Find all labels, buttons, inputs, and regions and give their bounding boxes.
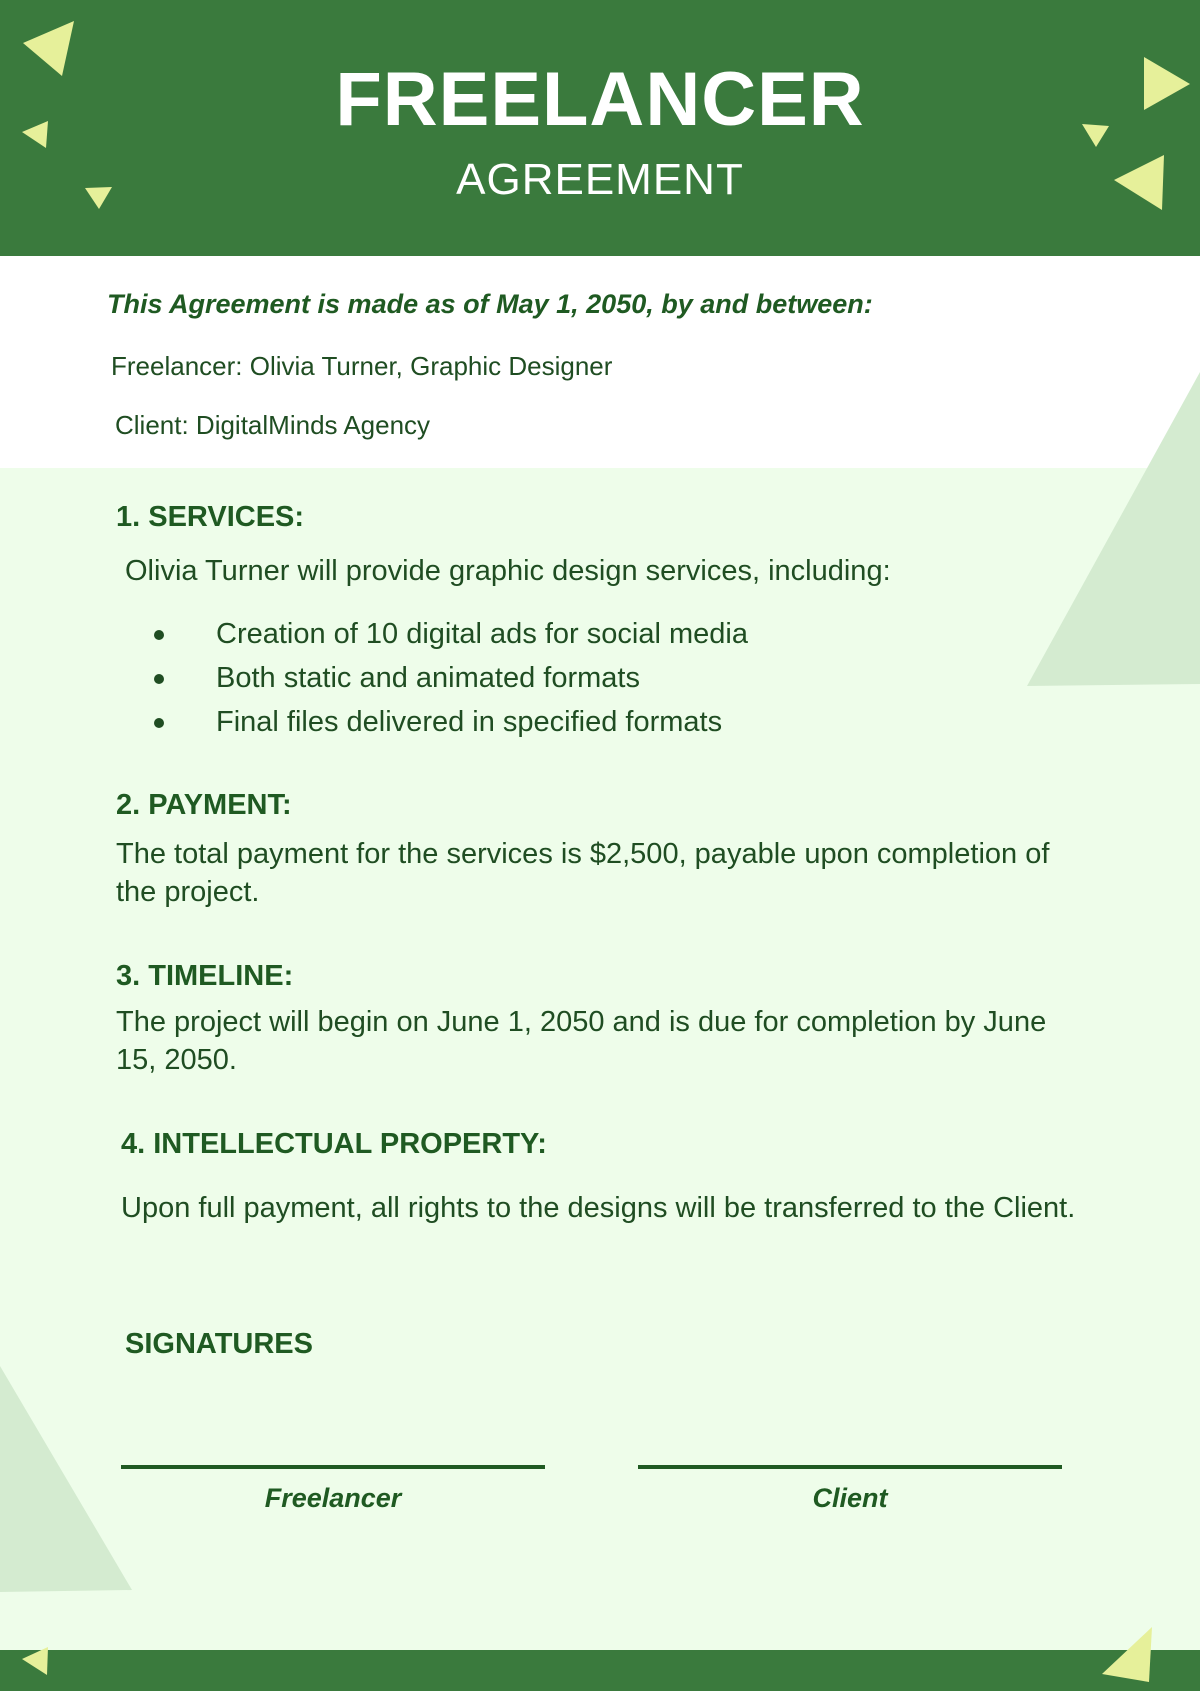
agreement-statement: This Agreement is made as of May 1, 2050, by and between: <box>107 289 873 319</box>
client-signature-label: Client <box>812 1483 888 1513</box>
list-item: Both static and animated formats <box>140 656 748 700</box>
pale-triangle-right <box>1027 372 1200 686</box>
document-title: FREELANCER <box>335 57 865 142</box>
signatures-heading: SIGNATURES <box>125 1328 313 1360</box>
bullet-icon <box>154 718 164 728</box>
client-signature-line <box>638 1465 1062 1469</box>
yellow-triangle-7 <box>22 1647 48 1675</box>
freelancer-signature-line <box>121 1465 545 1469</box>
payment-heading: 2. PAYMENT: <box>116 789 292 821</box>
ip-text: Upon full payment, all rights to the designs will be transferred to the Client. <box>121 1192 1076 1224</box>
bullet-icon <box>154 630 164 640</box>
list-item: Final files delivered in specified formats <box>140 700 748 744</box>
freelancer-signature-label: Freelancer <box>264 1483 402 1513</box>
services-list <box>140 612 748 744</box>
services-text: Olivia Turner will provide graphic design services, including: <box>125 555 891 587</box>
yellow-triangle-8 <box>1102 1627 1152 1682</box>
freelancer-party: Freelancer: Olivia Turner, Graphic Designer <box>111 351 613 381</box>
document-subtitle: AGREEMENT <box>456 155 744 204</box>
timeline-heading: 3. TIMELINE: <box>116 960 294 992</box>
services-heading: 1. SERVICES: <box>116 501 305 533</box>
timeline-text: The project will begin on June 1, 2050 and is due for completion by June 15, 2050. <box>116 1006 1047 1076</box>
client-party: Client: DigitalMinds Agency <box>115 410 431 440</box>
bullet-icon <box>154 674 164 684</box>
pale-triangle-left <box>0 1366 132 1592</box>
payment-text: The total payment for the services is $2,500, payable upon completion of the project. <box>116 838 1050 908</box>
ip-heading: 4. INTELLECTUAL PROPERTY: <box>121 1128 547 1160</box>
list-item: Creation of 10 digital ads for social media <box>140 612 748 656</box>
